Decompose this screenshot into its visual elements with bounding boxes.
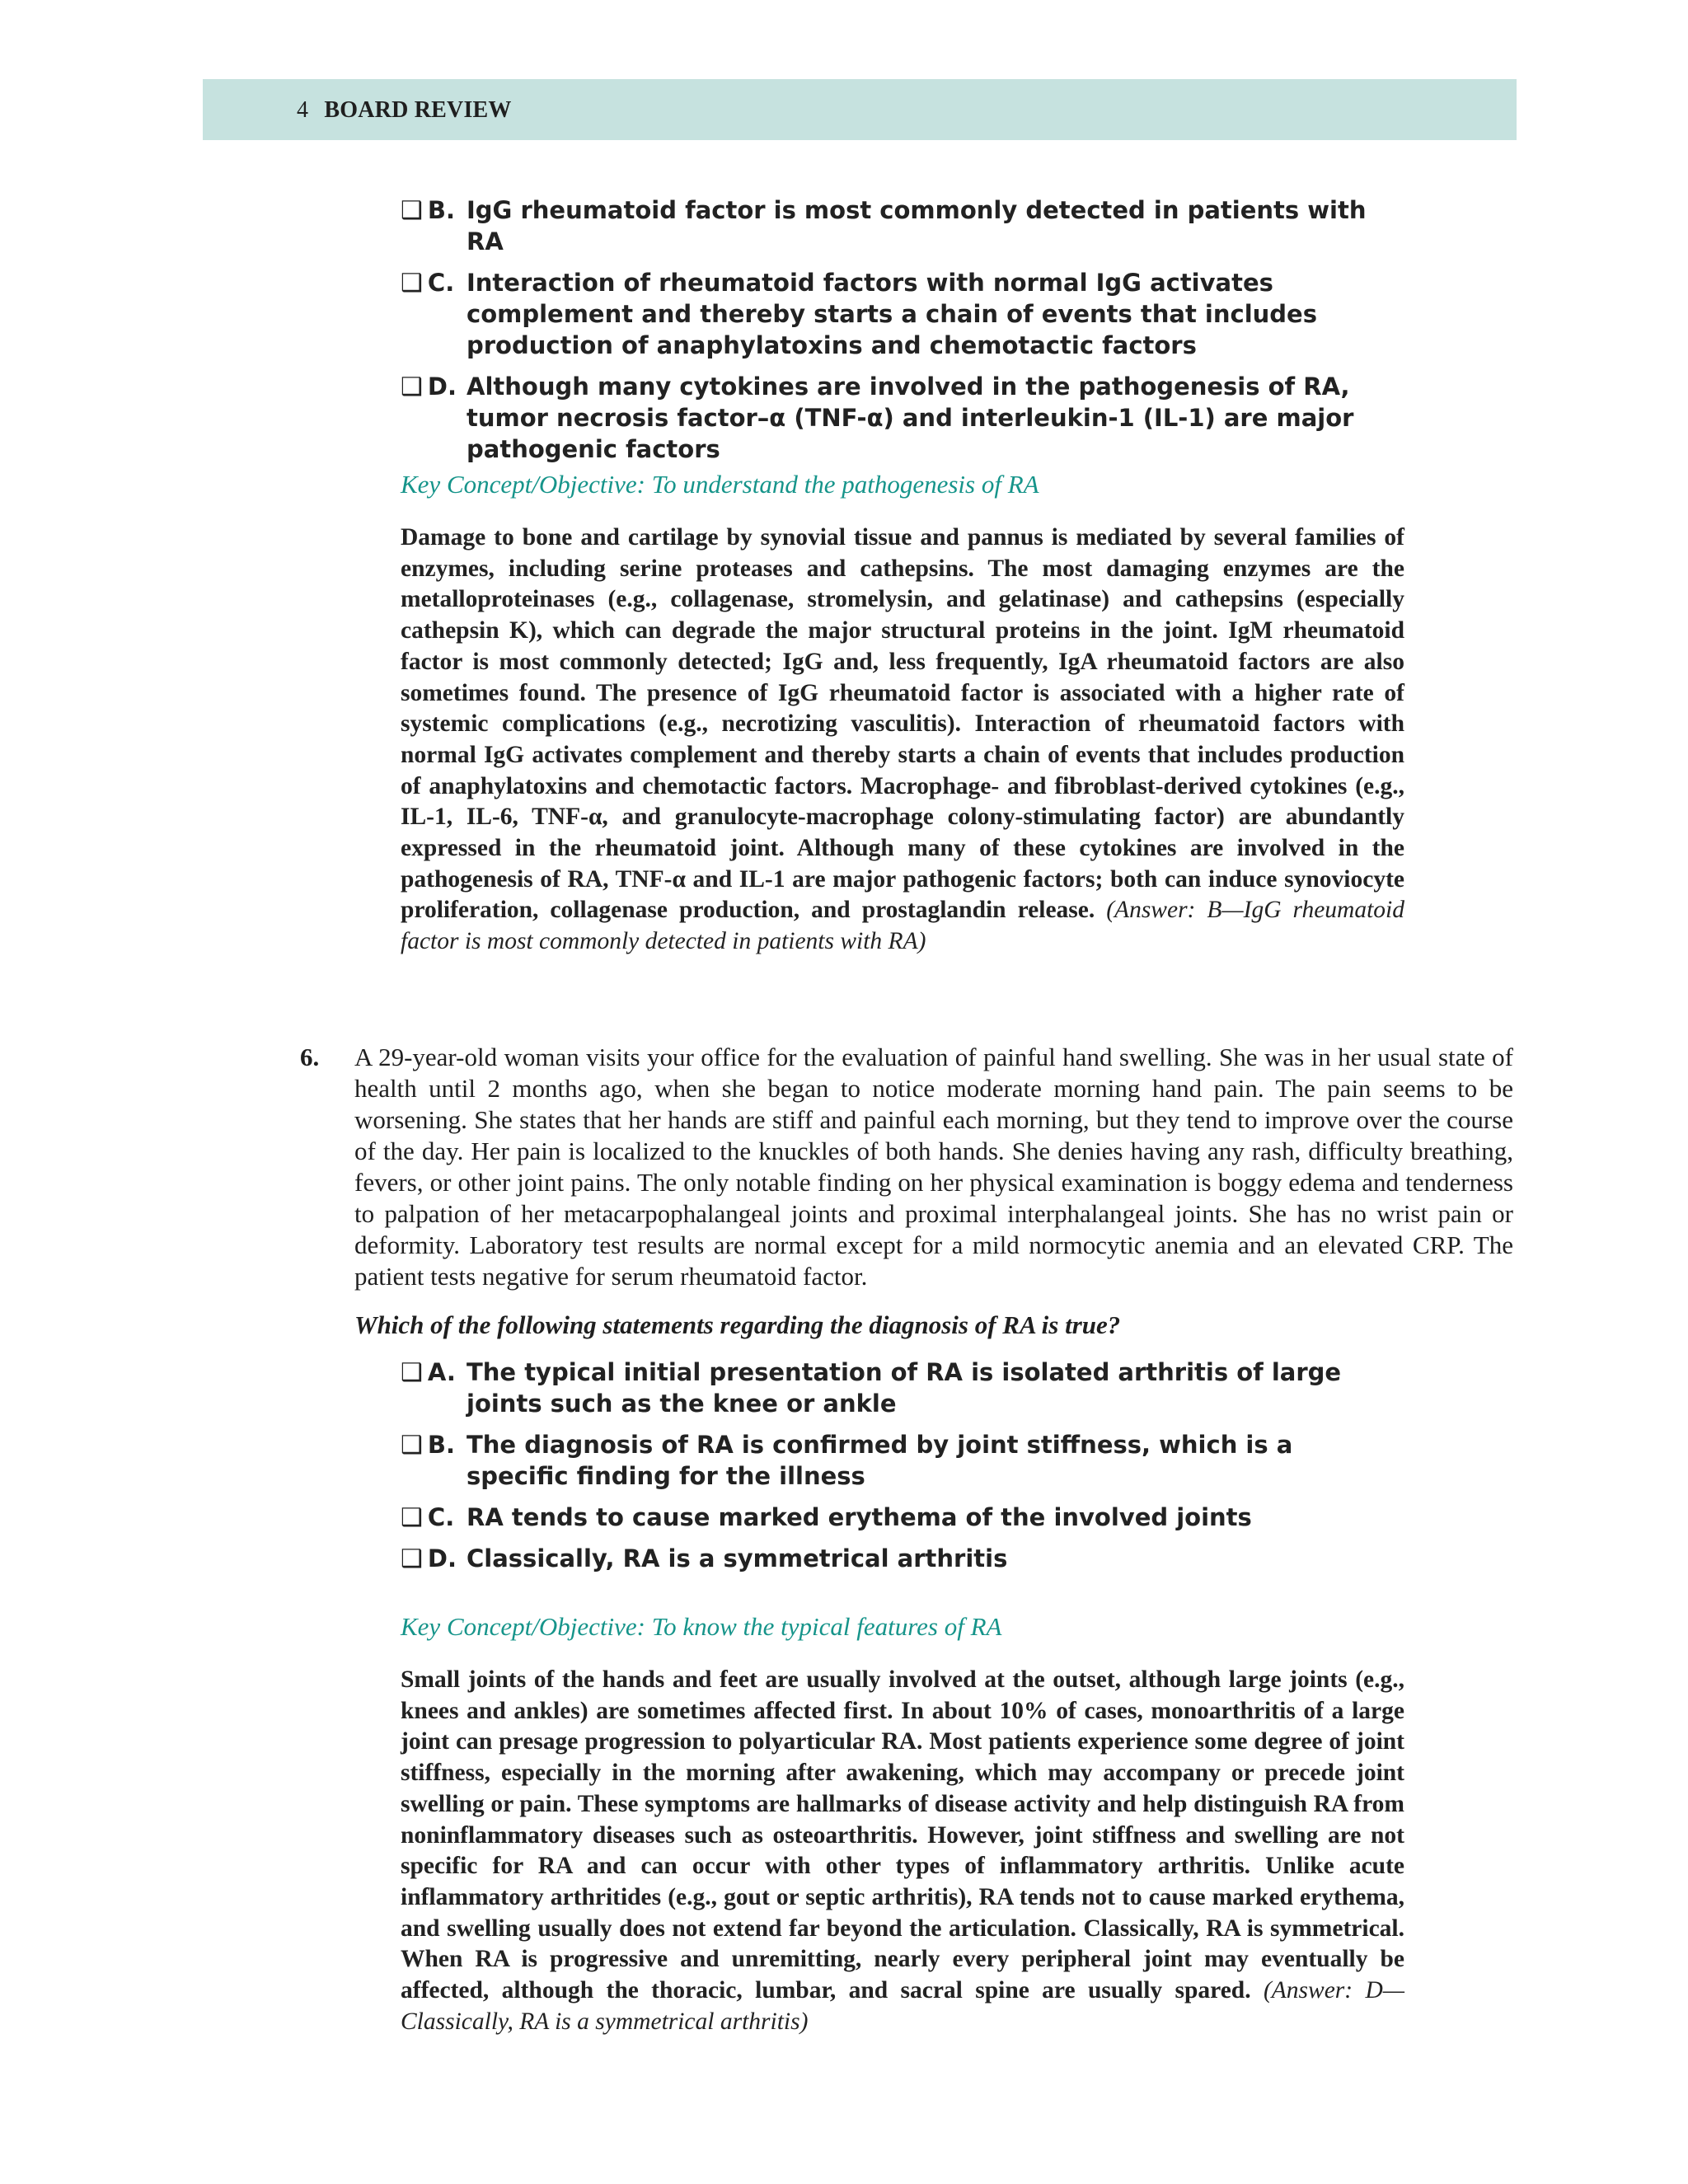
q5-option-c[interactable] bbox=[401, 267, 1373, 361]
option-text: Interaction of rheumatoid factors with normal IgG activates complement and thereby starts a chain of events that includes production of anaphylatoxins and chemotactic factors bbox=[467, 269, 1317, 359]
q6-option-b[interactable] bbox=[401, 1429, 1373, 1492]
q6-option-a[interactable] bbox=[401, 1357, 1373, 1419]
checkbox-icon[interactable]: ❑ bbox=[401, 1358, 423, 1387]
q6-stem: A 29-year-old woman visits your office for the evaluation of painful hand swelling. She was in her usual state of health until 2 months ago, when she began to notice moderate morning hand pain. The pain seems to be worsening. She states that her hands are stiff and painful each morning, but they tend to improve over the course of the day. Her pain is localized to the knuckles of both hands. She denies having any rash, difficulty breathing, fevers, or other joint pains. The only notable finding on her physical examination is boggy edema and tenderness to palpation of her metacarpophalangeal joints and proximal interphalangeal joints. She has no wrist pain or deformity. Laboratory test results are normal except for a mild normocytic anemia and an elevated CRP. The patient tests negative for serum rheumatoid factor. bbox=[354, 1043, 1513, 1291]
q5-option-d[interactable] bbox=[401, 371, 1373, 465]
q5-explanation bbox=[401, 523, 1404, 958]
checkbox-icon[interactable]: ❑ bbox=[401, 1431, 423, 1460]
q6-option-c[interactable] bbox=[401, 1502, 1373, 1533]
checkbox-icon[interactable]: ❑ bbox=[401, 373, 423, 401]
checkbox-icon[interactable]: ❑ bbox=[401, 1544, 423, 1573]
running-header bbox=[203, 79, 1517, 140]
checkbox-icon[interactable]: ❑ bbox=[401, 196, 423, 225]
q6-prompt: Which of the following statements regarding the diagnosis of RA is true? bbox=[354, 1310, 1121, 1339]
page-number: 4 bbox=[297, 97, 309, 123]
q6-answer: (Answer: D—Classically, RA is a symmetrical arthritis) bbox=[401, 1977, 1404, 2035]
q6-number: 6. bbox=[300, 1043, 320, 1071]
option-letter: D. bbox=[427, 1544, 457, 1572]
option-text: The typical initial presentation of RA is isolated arthritis of large joints such as the knee or ankle bbox=[467, 1358, 1342, 1418]
checkbox-icon[interactable]: ❑ bbox=[401, 269, 423, 298]
option-letter: C. bbox=[427, 1503, 455, 1531]
q6-option-d[interactable] bbox=[401, 1543, 1373, 1574]
option-letter: B. bbox=[427, 1431, 456, 1459]
q6-explanation bbox=[401, 1665, 1404, 2037]
option-text: RA tends to cause marked erythema of the involved joints bbox=[467, 1503, 1252, 1531]
option-text: Although many cytokines are involved in the pathogenesis of RA, tumor necrosis factor–α (TNF-α) and interleukin-1 (IL-1) are major pathogenic factors bbox=[467, 373, 1354, 463]
option-text: Classically, RA is a symmetrical arthritis bbox=[467, 1544, 1008, 1572]
q6-explanation-text: Small joints of the hands and feet are usually involved at the outset, although large joints (e.g., knees and ankles) are sometimes affected first. In about 10% of cases, monoarthritis of a large joint can presage progression to polyarticular RA. Most patients experience some degree of joint stiffness, especially in the morning after awakening, which may accompany or precede joint swelling or pain. These symptoms are hallmarks of disease activity and help distinguish RA from noninflammatory diseases such as osteoarthritis. However, joint stiffness and swelling are not specific for RA and can occur with other types of inflammatory arthritis. Unlike acute inflammatory arthritides (e.g., gout or septic arthritis), RA tends not to cause marked erythema, and swelling usually does not extend far beyond the articulation. Classically, RA is symmetrical. When RA is progressive and unremitting, nearly every peripheral joint may eventually be affected, although the thoracic, lumbar, and sacral spine are usually spared. bbox=[401, 1666, 1404, 2004]
q5-option-b[interactable] bbox=[401, 194, 1373, 257]
q5-options bbox=[401, 194, 1373, 475]
header-title: BOARD REVIEW bbox=[324, 97, 512, 123]
checkbox-icon[interactable]: ❑ bbox=[401, 1503, 423, 1532]
q5-key-concept: Key Concept/Objective: To understand the pathogenesis of RA bbox=[401, 470, 1039, 499]
header-text bbox=[297, 97, 512, 124]
option-letter: C. bbox=[427, 269, 455, 297]
q6-options bbox=[401, 1357, 1373, 1584]
option-letter: D. bbox=[427, 373, 457, 401]
option-letter: A. bbox=[427, 1358, 456, 1386]
q5-answer: (Answer: B—IgG rheumatoid factor is most commonly detected in patients with RA) bbox=[401, 897, 1404, 955]
option-text: The diagnosis of RA is confirmed by joint stiffness, which is a specific finding for the illness bbox=[467, 1431, 1293, 1490]
q5-explanation-text: Damage to bone and cartilage by synovial tissue and pannus is mediated by several families of enzymes, including serine proteases and cathepsins. The most damaging enzymes are the metalloproteinases (e.g., collagenase, stromelysin, and gelatinase) and cathepsins (especially cathepsin K), which can degrade the major structural proteins in the joint. IgM rheumatoid factor is most commonly detected; IgG and, less frequently, IgA rheumatoid factors are also sometimes found. The presence of IgG rheumatoid factor is associated with a higher rate of systemic complications (e.g., necrotizing vasculitis). Interaction of rheumatoid factors with normal IgG activates complement and thereby starts a chain of events that includes production of anaphylatoxins and chemotactic factors. Macrophage- and fibroblast-derived cytokines (e.g., IL-1, IL-6, TNF-α, and granulocyte-macrophage colony-stimulating factor) are abundantly expressed in the rheumatoid joint. Although many of these cytokines are involved in the pathogenesis of RA, TNF-α and IL-1 are major pathogenic factors; both can induce synoviocyte proliferation, collagenase production, and prostaglandin release. bbox=[401, 524, 1404, 924]
q6-key-concept: Key Concept/Objective: To know the typical features of RA bbox=[401, 1612, 1002, 1641]
option-letter: B. bbox=[427, 196, 456, 224]
option-text: IgG rheumatoid factor is most commonly detected in patients with RA bbox=[467, 196, 1367, 255]
